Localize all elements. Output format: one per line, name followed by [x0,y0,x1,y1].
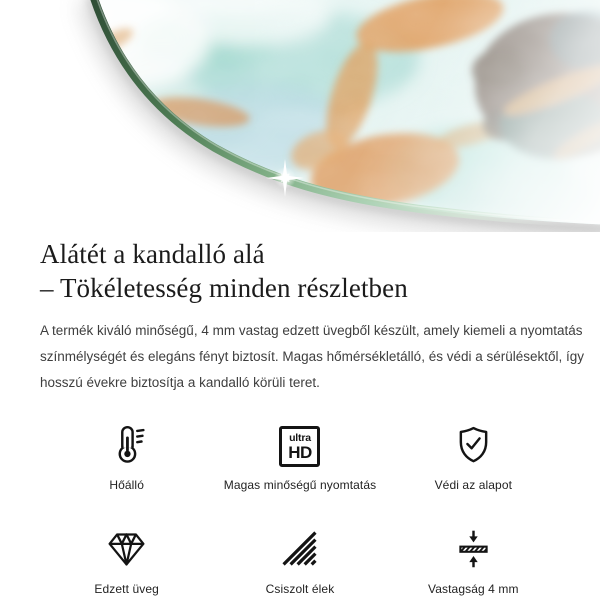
ultra-hd-text-top: ultra [289,432,311,444]
shield-check-icon [451,421,496,467]
feature-label: Hőálló [109,478,144,492]
feature-diamond [40,525,213,596]
feature-thickness [387,525,560,596]
thermometer-icon [104,421,149,467]
page-title-line2: – Tökéletesség minden részletben [40,273,408,303]
polished-edge-icon [277,525,322,571]
feature-label: Edzett üveg [94,582,159,596]
description-line: hosszú évekre biztosítja a kandalló körüli teret. [40,375,320,390]
feature-label: Magas minőségű nyomtatás [223,478,377,492]
feature-label: Vastagság 4 mm [428,582,519,596]
product-description [40,318,585,396]
feature-shield-check [387,421,560,492]
product-info-section [0,237,600,596]
ultra-hd-badge [279,426,320,467]
page-title [40,237,560,305]
description-line: A termék kiváló minőségű, 4 mm vastag edzett üvegből készült, amely kiemeli a nyomtatás [40,323,583,338]
glass-disc-illustration [0,0,600,232]
feature-label: Védi az alapot [434,478,513,492]
features-grid [40,421,560,596]
description-line: színmélységét és elegáns fényt biztosít. Magas hőmérsékletálló, és védi a sérülésektől, így [40,349,585,364]
diamond-icon [104,525,149,571]
ultra-hd-icon [279,421,320,467]
feature-thermometer [40,421,213,492]
feature-polished-edge [213,525,386,596]
feature-ultra-hd [213,421,386,492]
ultra-hd-text-bottom: HD [288,443,312,462]
feature-label: Csiszolt élek [265,582,335,596]
page-title-line1: Alátét a kandalló alá [40,239,265,269]
thickness-icon [451,525,496,571]
product-photo [0,0,600,232]
